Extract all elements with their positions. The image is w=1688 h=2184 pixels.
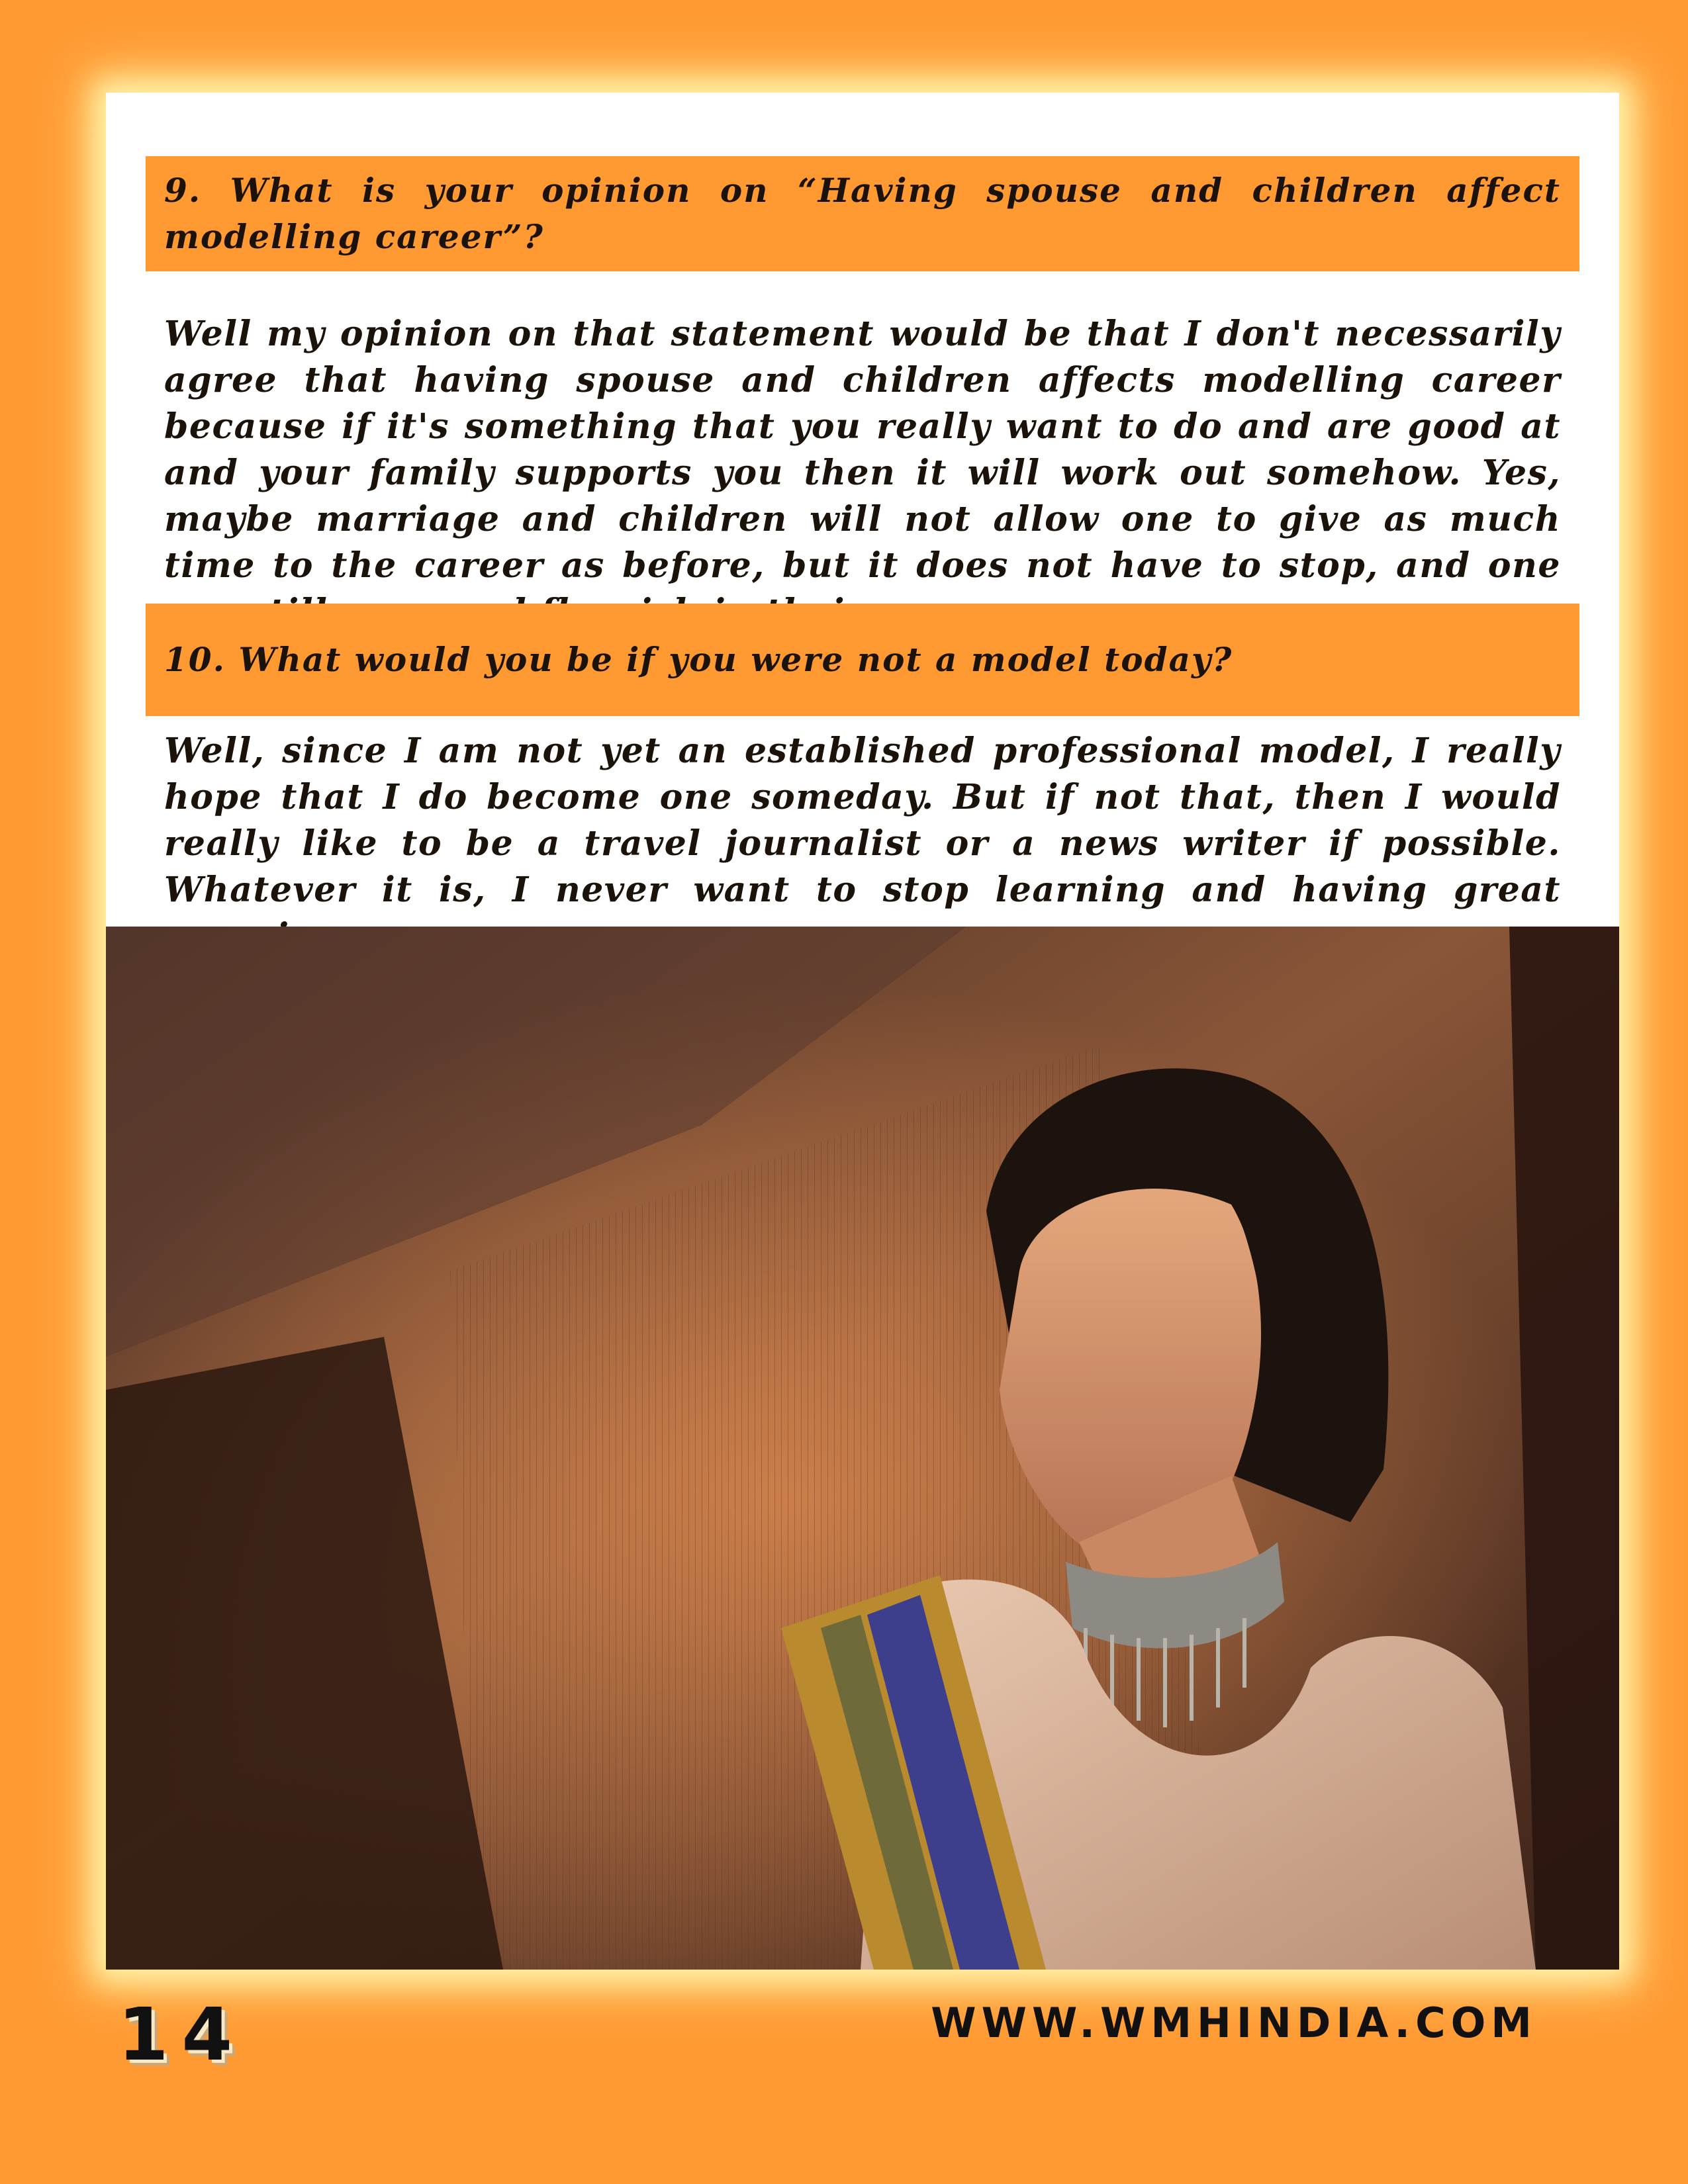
answer-10-text: Well, since I am not yet an established professional model, I really hope that I do become one someday. But if not that, then I would really like to be a travel journalist or a news writer if possible. Whatever it is, I never want to stop learning and having great [164, 731, 1561, 910]
question-9-text: 9. What is your opinion on “Having spouse and children affect modelling career”? [164, 171, 1561, 256]
question-10-text: 10. What would you be if you were not a model today? [164, 640, 1233, 679]
article-panel [106, 93, 1619, 1970]
answer-9-text: Well my opinion on that statement would be that I don't necessarily agree that having spouse and children affects modelling career because if it's something that you really want to do and are good at and your family supports you then it will work out somehow. Yes, maybe marriage and children will not allow one to give as much time to the career as before, but it does not have to stop, and one [164, 314, 1561, 586]
model-photo [106, 927, 1619, 1970]
question-10-bar [146, 604, 1579, 716]
page-number: 14 [118, 1992, 246, 2077]
question-9-bar [146, 156, 1579, 271]
website-url[interactable]: WWW.WMHINDIA.COM [931, 1999, 1537, 2047]
